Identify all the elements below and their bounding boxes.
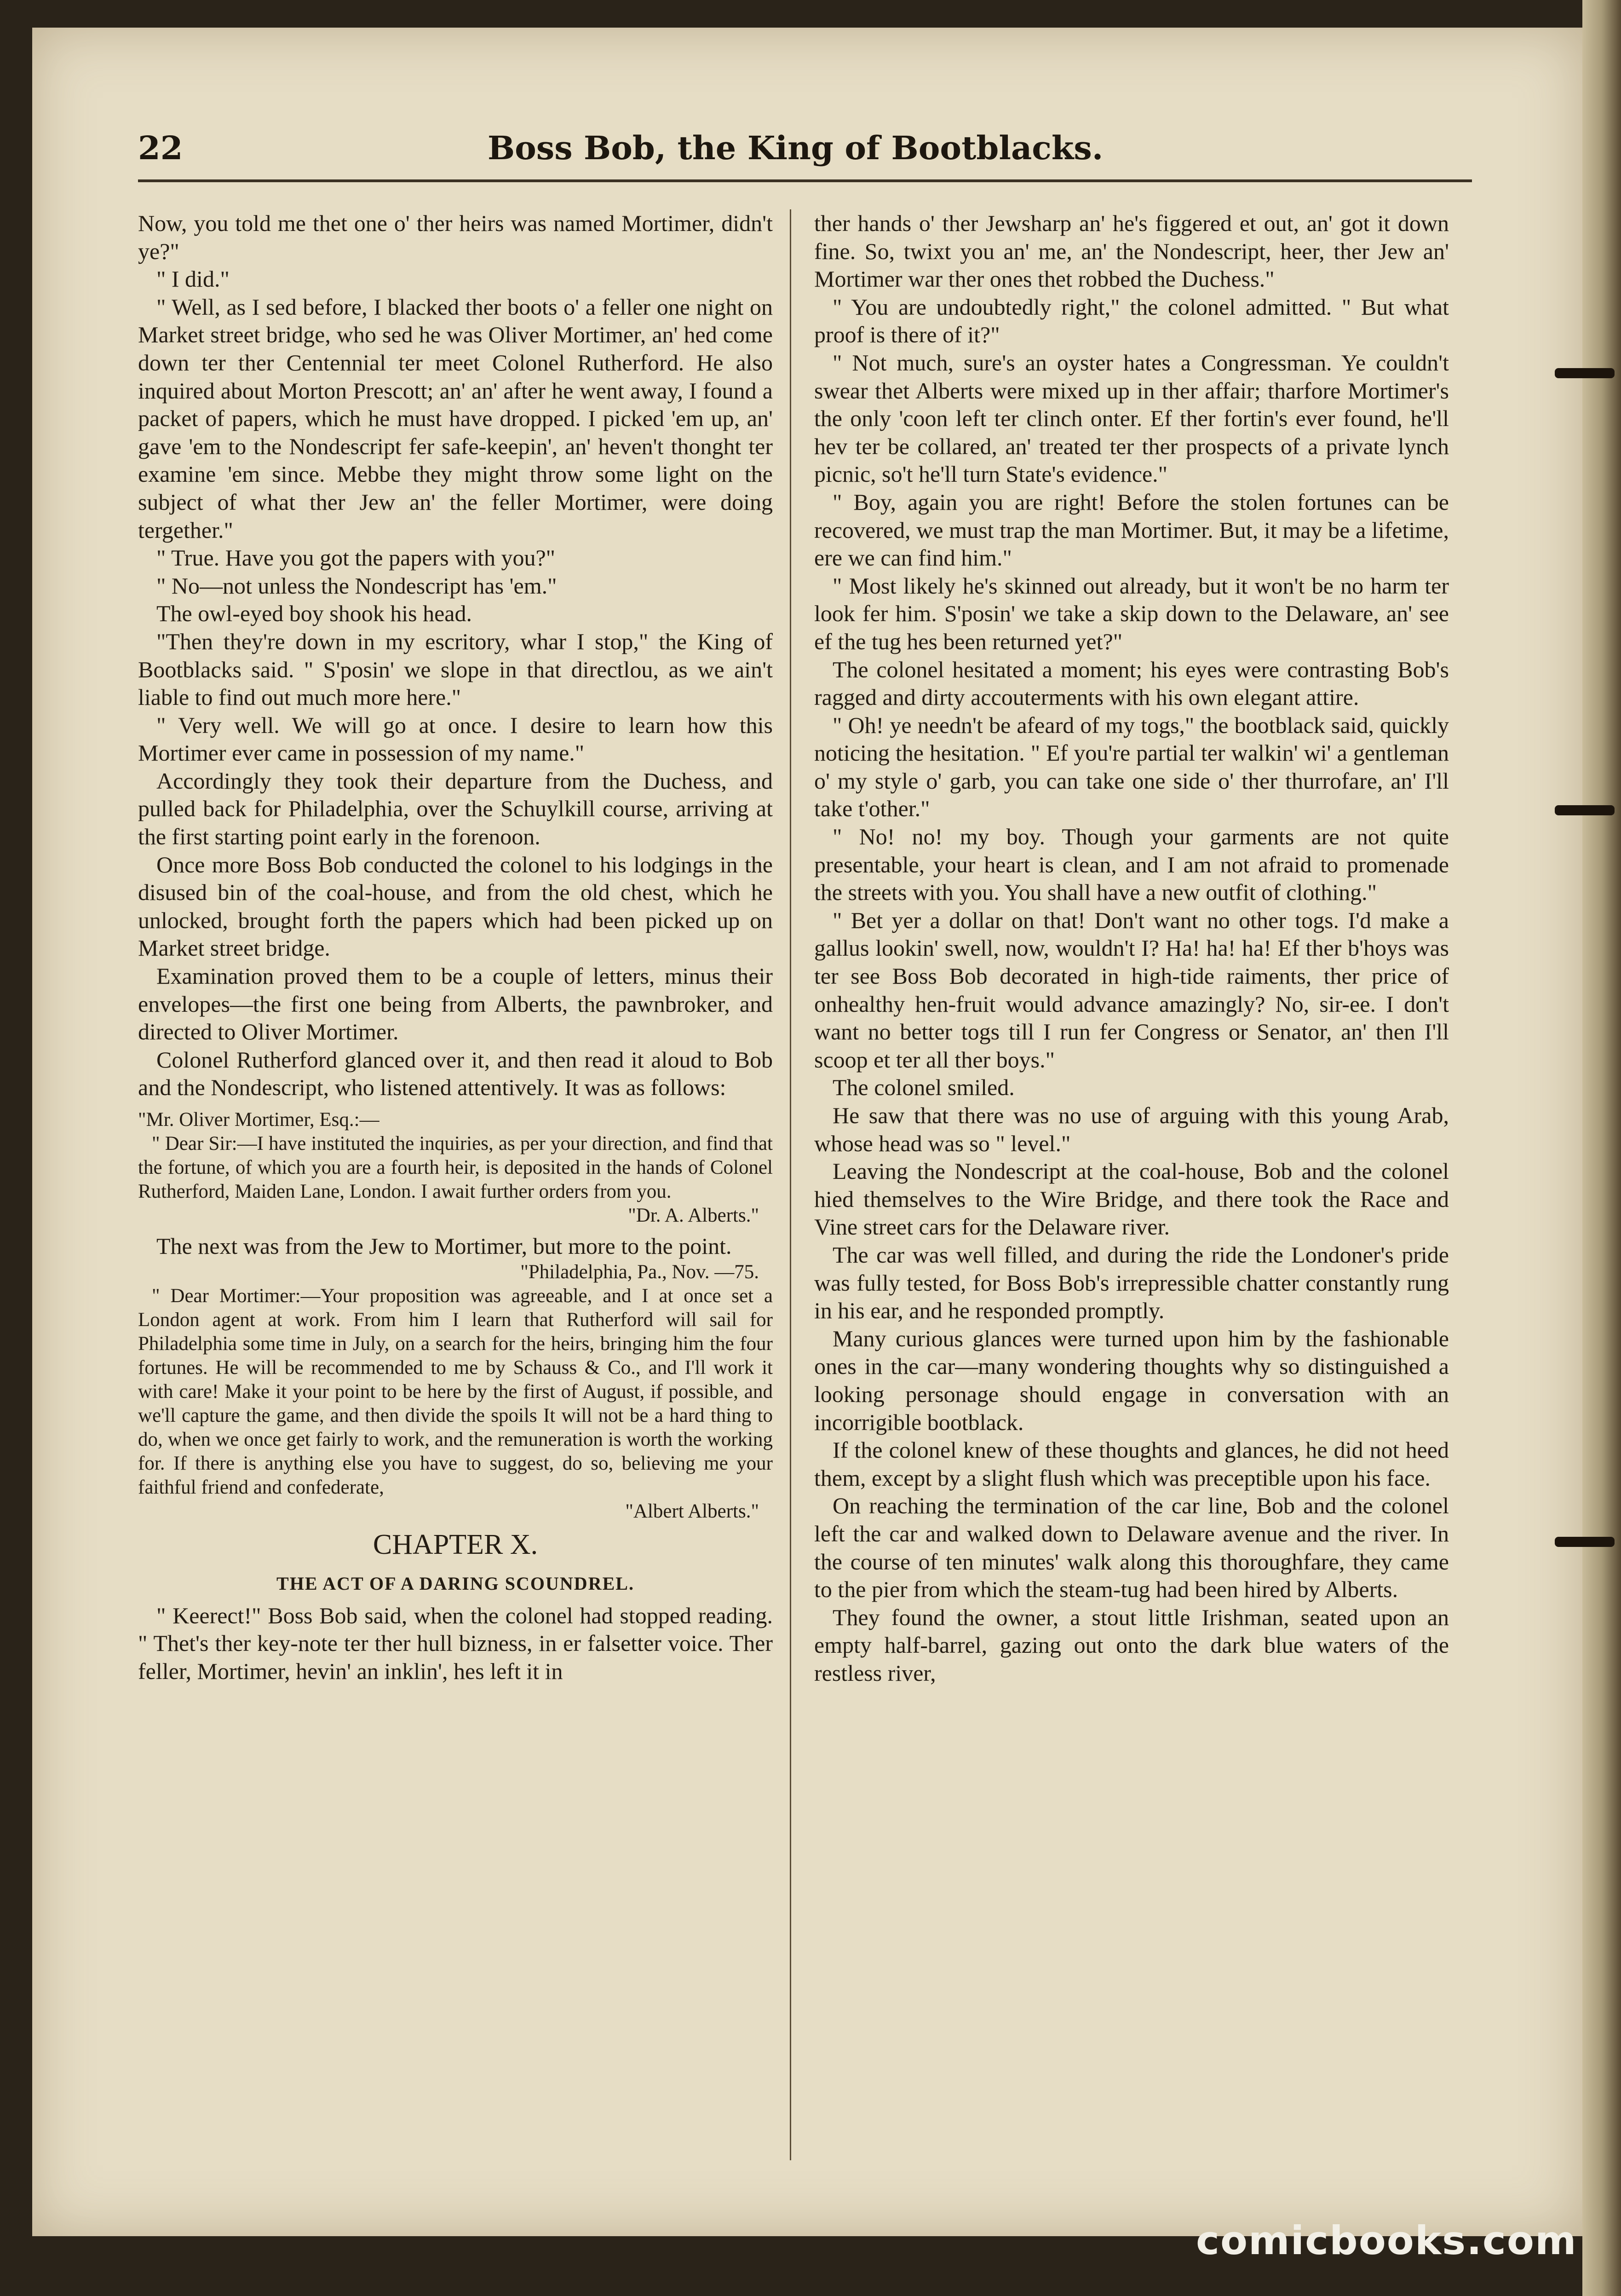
- letter-one: [138, 1108, 773, 1228]
- paragraph: The owl-eyed boy shook his head.: [156, 600, 472, 627]
- paragraph: On reaching the termination of the car line, Bob and the colonel left the car and walked down to Delaware avenue and the river. In the course of ten minutes' walk along this thoroughfare, they came to the pier from which the steam-tug had been hired by Alberts.: [814, 1493, 1449, 1603]
- watermark: comicbooks.com: [1196, 2218, 1577, 2264]
- paragraph: The colonel hesitated a moment; his eyes were contrasting Bob's ragged and dirty accouterments with his own elegant attire.: [814, 656, 1449, 710]
- letter-signature: "Dr. A. Alberts.": [628, 1205, 759, 1226]
- paragraph: Once more Boss Bob conducted the colonel to his lodgings in the disused bin of the coal-house, and from the old chest, which he unlocked, brought forth the papers which had been picked up on Market street bridge.: [138, 851, 773, 961]
- paragraph: " Boy, again you are right! Before the stolen fortunes can be recovered, we must trap the man Mortimer. But, it may be a lifetime, ere we can find him.": [814, 489, 1449, 571]
- paragraph: Examination proved them to be a couple of letters, minus their envelopes—the first one being from Alberts, the pawnbroker, and directed to Oliver Mortimer.: [138, 963, 773, 1045]
- binding-staple: [1555, 805, 1615, 815]
- paragraph: The next was from the Jew to Mortimer, but more to the point.: [156, 1233, 732, 1259]
- paragraph: " Bet yer a dollar on that! Don't want no other togs. I'd make a gallus lookin' swell, now, wouldn't I? Ha! ha! ha! Ef ther b'hoys was ter see Boss Bob decorated in high-tide raiments, ther price of onhealthy hen-fruit would advance amazingly? No, sir-ee. I don't want no better togs till I run fer Congress or Senator, an' then I'll scoop et ter all ther boys.": [814, 907, 1449, 1073]
- letter-two: [138, 1260, 773, 1523]
- paragraph: They found the owner, a stout little Irishman, seated upon an empty half-barrel, gazing out onto the dark blue waters of the restless river,: [814, 1604, 1449, 1686]
- paragraph: " Oh! ye needn't be afeard of my togs," the bootblack said, quickly noticing the hesitation. " Ef you're partial ter walkin' wi' a gentleman o' my style o' garb, you can take one side o' ther thurrofare, an' I'll take t'other.": [814, 712, 1449, 822]
- letter-body: " Dear Mortimer:—Your proposition was agreeable, and I at once set a London agent at work. From him I learn that Rutherford will sail for Philadelphia some time in July, on a search for the heirs, bringing him the four fortunes. He will be recommended to me by Schauss & Co., and I'll work it with care! Make it your point to be here by the first of August, if possible, and we'll capture the game, and then divide the spoils It will not be a hard thing to do, when we once get fairly to work, and the remuneration is worth the working for. If there is anything else you have to suggest, do so, believing me your faithful friend and confederate,: [138, 1285, 773, 1498]
- paragraph: The car was well filled, and during the ride the Londoner's pride was fully tested, for Boss Bob's irrepressible chatter constantly rung in his ear, and he responded promptly.: [814, 1241, 1449, 1324]
- paragraph: " Keerect!" Boss Bob said, when the colonel had stopped reading. " Thet's ther key-note ter ther hull bizness, in er falsetter voice. Ther feller, Mortimer, hevin' an inklin', hes left it in: [138, 1602, 773, 1684]
- chapter-subtitle: THE ACT OF A DARING SCOUNDREL.: [276, 1573, 634, 1594]
- paragraph: " Most likely he's skinned out already, but it won't be no harm ter look fer him. S'posin' we take a skip down to the Delaware, an' see ef the tug hes been returned yet?": [814, 572, 1449, 654]
- paragraph: " Not much, sure's an oyster hates a Congressman. Ye couldn't swear thet Alberts were mixed up in ther affair; tharfore Mortimer's the only 'coon left ter clinch onter. Ef ther fortin's ever found, he'll hev ter be collared, an' treated ter ther prospects of a private lynch picnic, so't he'll turn State's evidence.": [814, 349, 1449, 487]
- page-number: 22: [138, 129, 183, 167]
- letter-signature: "Albert Alberts.": [625, 1500, 759, 1522]
- paragraph: Colonel Rutherford glanced over it, and then read it aloud to Bob and the Nondescript, who listened attentively. It was as follows:: [138, 1046, 773, 1101]
- page-header: [138, 129, 1472, 182]
- letter-salutation: "Mr. Oliver Mortimer, Esq.:—: [138, 1109, 379, 1131]
- paragraph: He saw that there was no use of arguing with this young Arab, whose head was so " level.": [814, 1102, 1449, 1156]
- letter-body: " Dear Sir:—I have instituted the inquiries, as per your direction, and find that the fortune, of which you are a fourth heir, is deposited in the hands of Colonel Rutherford, Maiden Lane, London. I await further orders from you.: [138, 1133, 773, 1202]
- paragraph: " No! no! my boy. Though your garments are not quite presentable, your heart is clean, and I am not afraid to promenade the streets with you. You shall have a new outfit of clothing.": [814, 824, 1449, 906]
- paragraph: Many curious glances were turned upon him by the fashionable ones in the car—many wondering thoughts why so distinguished a looking personage should engage in conversation with an incorrigible bootblack.: [814, 1325, 1449, 1435]
- paragraph: Accordingly they took their departure from the Duchess, and pulled back for Philadelphia, over the Schuylkill course, arriving at the first starting point early in the forenoon.: [138, 767, 773, 850]
- paragraph: The colonel smiled.: [833, 1074, 1015, 1101]
- running-title: Boss Bob, the King of Bootblacks.: [488, 129, 1104, 167]
- paragraph: "Then they're down in my escritory, whar I stop," the King of Bootblacks said. " S'posin' we slope in that directlou, as we ain't liable to find out much more here.": [138, 628, 773, 710]
- chapter-title: CHAPTER X.: [373, 1529, 538, 1560]
- paragraph: " Well, as I sed before, I blacked ther boots o' a feller one night on Market street bridge, who sed he was Oliver Mortimer, an' hed come down ter ther Centennial ter meet Colonel Rutherford. He also inquired about Morton Prescott; an' an' after he went away, I found a packet of papers, which he must have dropped. I picked 'em up, an' gave 'em to the Nondescript fer safe-keepin', an' heven't thonght ter examine 'em since. Mebbe they might throw some light on the subject of what ther Jew an' the feller Mortimer, were doing tergether.": [138, 294, 773, 543]
- paragraph: ther hands o' ther Jewsharp an' he's figgered et out, an' got it down fine. So, twixt you an' me, an' the Nondescript, heer, ther Jew an' Mortimer war ther ones thet robbed the Duchess.": [814, 210, 1449, 292]
- paragraph: " No—not unless the Nondescript has 'em.": [156, 572, 557, 599]
- paragraph: If the colonel knew of these thoughts and glances, he did not heed them, except by a slight flush which was preceptible upon his face.: [814, 1437, 1449, 1491]
- column-divider: [790, 209, 791, 2160]
- right-column: [814, 209, 1449, 2160]
- paragraph: Now, you told me thet one o' ther heirs was named Mortimer, didn't ye?": [138, 210, 773, 264]
- paragraph: " I did.": [156, 266, 230, 292]
- paragraph: " Very well. We will go at once. I desire to learn how this Mortimer ever came in possession of my name.": [138, 712, 773, 766]
- paragraph: Leaving the Nondescript at the coal-house, Bob and the colonel hied themselves to the Wire Bridge, and there took the Race and Vine street cars for the Delaware river.: [814, 1158, 1449, 1240]
- left-column: [138, 209, 773, 2160]
- paragraph: " You are undoubtedly right," the colonel admitted. " But what proof is there of it?": [814, 294, 1449, 348]
- binding-staple: [1555, 1537, 1615, 1547]
- book-spine: [1582, 0, 1621, 2296]
- paragraph: " True. Have you got the papers with you?": [156, 545, 556, 571]
- binding-staple: [1555, 368, 1615, 378]
- letter-dateline: "Philadelphia, Pa., Nov. —75.: [520, 1261, 759, 1283]
